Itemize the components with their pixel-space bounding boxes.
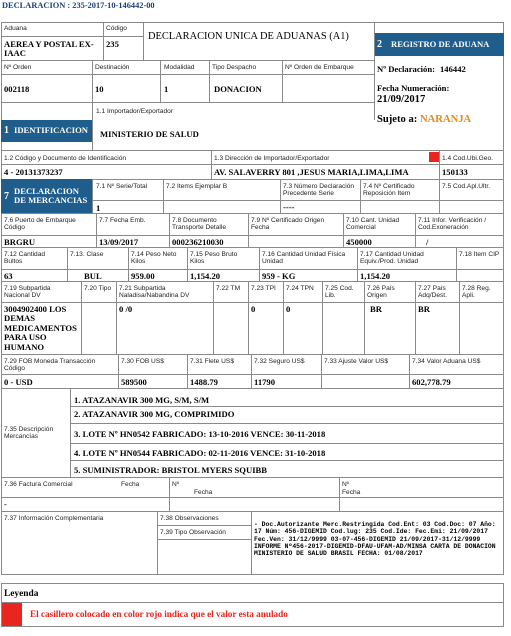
leyenda-title: Leyenda [4,589,39,599]
orden-value: 002118 [4,84,30,94]
cantidad-unidad-fisica-label: 7.16 Cantidad Unidad Física Unidad [262,251,346,266]
certificado-reposicion-label: 7.4 Nº Certificado Reposición Item [363,183,415,198]
subpartida-nacional-value: 3004902400 LOS DEMAS MEDICAMENTOS PARA USO HUMANO [4,304,77,352]
fecha-emb-value: 13/09/2017 [99,237,139,247]
peso-bruto-label: 7.15 Peso Bruto Kilos [190,251,238,266]
importador-value: MINISTERIO DE SALUD [100,129,199,139]
documento-transporte-value: 000236210030 [172,237,224,247]
importador-label: 1.1 Importador/Exportador [96,108,173,115]
modalidad-label: Modalidad [164,64,195,71]
cantidad-bultos-value: 63 [4,271,13,281]
orden-label: Nº Orden [4,64,32,71]
subpartida-naladisa-value: 0 /0 [119,304,133,314]
cantidad-unidad-fisica-value: 959 - KG [262,271,296,281]
subpartida-naladisa-label: 7.21 Subpartida Naladisa/Nabandina DV [119,285,190,300]
section-identificacion [1,120,93,142]
flete-usd-value: 1488.79 [190,377,218,387]
fob-usd-value: 589500 [121,377,147,387]
reg-apli-label: 7.28 Reg. Apli. [462,285,491,300]
pais-origen-label: 7.26 País Origen [367,285,395,300]
factura-fecha-3-label: Fecha [342,489,361,496]
documento-transporte-label: 7.8 Documento Transporte Detalle [172,217,226,232]
tpn-label: 7.24 TPN [286,285,314,292]
peso-neto-label: 7.14 Peso Neto Kilos [131,251,177,266]
pais-adq-value: BR [418,304,430,314]
descripcion-line-1: 1. ATAZANAVIR 300 MG, S/M, S/M [74,395,210,405]
fecha-numeracion-label: Fecha Numeración: [377,83,450,93]
destinacion-value: 10 [95,84,104,94]
modalidad-value: 1 [164,84,169,94]
tipo-label: 7.20 Tipo [84,285,112,292]
items-ejemplar-label: 7.2 Items Ejemplar B [166,183,228,190]
serie-total-label: 7.1 Nº Serie/Total [96,183,148,190]
codigo-documento-label: 1.2 Código y Documento de Identificación [4,155,127,162]
leyenda-text: El casillero colocado en color rojo indica que el valor esta anulado [30,609,288,619]
direccion-label: 1.3 Dirección de Importador/Exportador [214,155,330,162]
declaracion-header: DECLARACION : 235-2017-10-146442-00 [2,1,155,10]
section-declaracion-mercancias [1,179,93,213]
info-complementaria-label: 7.37 Información Complementaria [4,515,104,522]
seguro-usd-label: 7.32 Seguro US$ [254,358,305,365]
descripcion-label: 7.35 Descripción Mercancías [4,426,54,441]
aduana-codigo-label: Código [106,25,127,32]
descripcion-line-5: 5. SUMINISTRADOR: BRISTOL MYERS SQUIBB [74,465,268,475]
infor-verificacion-label: 7.11 Infor. Verificación / Cod.Exoneración [418,217,487,232]
section-1-number: 1 [4,125,9,136]
cod-lib-label: 7.25 Cod. Lib. [325,285,354,300]
peso-neto-value: 959.00 [131,271,155,281]
section-1-title: IDENTIFICACION [14,125,89,135]
ubigeo-label: 1.4 Cod.Ubi.Geo. [442,155,493,162]
flete-usd-label: 7.31 Flete US$ [190,358,234,365]
factura-value: - [4,499,7,509]
clase-label: 7.13. Clase [70,251,104,258]
fecha-emb-label: 7.7 Fecha Emb. [99,217,146,224]
aduana-label: Aduana [4,25,27,32]
certificado-origen-label: 7.9 Nº Certificado Origen Fecha [251,217,325,232]
ajuste-valor-label: 7.33 Ajuste Valor US$ [324,358,389,365]
tipo-despacho-value: DONACION [214,84,262,94]
descripcion-line-2: 2. ATAZANAVIR 300 MG, COMPRIMIDO [74,409,235,419]
destinacion-label: Destinación [95,64,130,71]
descripcion-line-4: 4. LOTE Nº HN0544 FABRICADO: 02-11-2016 VENCE: 31-10-2018 [74,448,326,458]
serie-total-value: 1 [96,203,101,213]
tpi-value: 0 [251,304,256,314]
sujeto-a-value: NARANJA [420,114,472,125]
aduana-codigo: 235 [106,39,119,49]
infor-verificacion-value: / [426,237,429,247]
num-declaracion: 146442 [440,64,466,74]
observaciones-label: 7.38 Observaciones [160,515,219,522]
tpi-label: 7.23 TPI [251,285,276,292]
section-registro-aduana [374,33,504,56]
cantidad-unidad-equiv-label: 7.17 Cantidad Unidad Equiv./Prod. Unidad [360,251,424,266]
valor-aduana-label: 7.34 Valor Aduana US$ [412,358,481,365]
declaracion-precedente-label: 7.3 Número Declaración Precedente Serie [283,183,355,198]
seguro-usd-value: 11790 [254,377,276,387]
descripcion-line-3: 3. LOTE Nº HN0542 FABRICADO: 13-10-2016 VENCE: 30-11-2018 [74,429,326,439]
ubigeo-anulado-marker [429,152,439,162]
section-2-number: 2 [377,39,382,50]
fob-moneda-value: 0 - USD [4,377,33,387]
tipo-observacion-label: 7.39 Tipo Observación [160,529,226,536]
clase-value: BUL [84,271,102,281]
cantidad-bultos-label: 7.12 Cantidad Bultos [4,251,46,266]
puerto-embarque-label: 7.6 Puerto de Embarque Código [4,217,76,232]
section-7-number: 7 [4,191,9,202]
factura-comercial-label: 7.36 Factura Comercial [4,481,73,488]
tpn-value: 0 [286,304,291,314]
factura-fecha-1-label: Fecha [121,481,140,488]
fob-usd-label: 7.30 FOB US$ [121,358,164,365]
pais-origen-value: BR [370,304,382,314]
orden-embarque-label: Nº Orden de Embarque [285,64,354,71]
form-title: DECLARACION UNICA DE ADUANAS (A1) [148,31,349,42]
cod-apl-ultr-label: 7.5 Cod.Apl.Ultr. [442,183,491,190]
sujeto-a-label: Sujeto a: [377,114,418,125]
section-7-title: DECLARACION DE MERCANCIAS [14,186,88,206]
observaciones-text: - Doc.Autorizante Merc.Restringida Cod.Ent: 03 Cod.Doc: 07 Año: 17 Núm: 456-DIGEMID Cod.lug: 235 Cod.Ide: Fec.Emi: 21/09/2017 Fec.Ven: 31/12/9999 03-07-456-DIGEMID 21/09/2017-31/12/9999 INFORME Nº456-2017-DIGEMID-DFAU-UFAM-AD/MINSA CARTA DE DONACION MINISTERIO DE SALUD BRASIL FECHA: 01/08/2017 [254,521,496,558]
leyenda-red-swatch [2,603,22,626]
cant-unidad-comercial-value: 450000 [346,237,372,247]
direccion-value: AV. SALAVERRY 801 ,JESUS MARIA,LIMA,LIMA [214,167,409,177]
leyenda-box [1,583,504,627]
factura-n-1-label: Nº [172,481,180,488]
valor-aduana-value: 602,778.79 [412,377,451,387]
ubigeo-value: 150133 [442,167,468,177]
fecha-numeracion: 21/09/2017 [377,94,426,105]
cantidad-unidad-equiv-value: 1,154.20 [360,271,391,281]
declaracion-precedente-value: ---- [283,202,295,212]
peso-bruto-value: 1,154.20 [190,271,221,281]
cant-unidad-comercial-label: 7.10 Cant. Unidad Comercial [346,217,400,232]
num-declaracion-label: Nº Declaración: [377,64,435,74]
section-2-title: REGISTRO DE ADUANA [391,39,490,49]
aduana-value: AEREA Y POSTAL EX-IAAC [4,39,94,59]
factura-n-2-label: Nº [342,481,350,488]
pais-adq-label: 7.27 País Adq/Dest. [418,285,447,300]
puerto-embarque-value: BRGRU [4,237,36,247]
subpartida-nacional-label: 7.19 Subpartida Nacional DV [4,285,51,300]
factura-fecha-2-label: Fecha [194,489,213,496]
fob-moneda-label: 7.29 FOB Moneda Transacción Código [4,358,96,373]
codigo-documento-value: 4 - 20131373237 [4,167,63,177]
tm-label: 7.22 TM [216,285,241,292]
item-cip-label: 7.18 Item CIP [459,251,500,258]
tipo-despacho-label: Tipo Despacho [212,64,257,71]
